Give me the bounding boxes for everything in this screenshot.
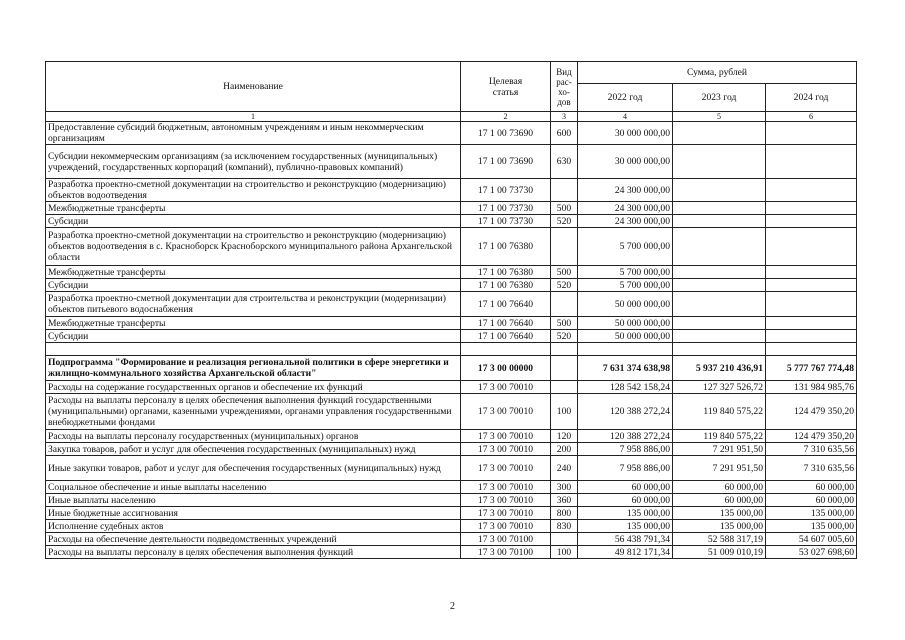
row-sum-2022: 56 438 791,34 <box>578 533 673 546</box>
row-name: Межбюджетные трансферты <box>46 317 461 330</box>
row-sum-2024: 7 310 635,56 <box>766 443 857 456</box>
budget-table-page <box>45 61 856 559</box>
header-year-2023: 2023 год <box>673 84 766 112</box>
row-name: Субсидии <box>46 215 461 228</box>
row-sum-2024 <box>766 202 857 215</box>
table-row <box>46 430 857 443</box>
header-col-number: 2 <box>461 112 551 122</box>
table-row <box>46 228 857 266</box>
row-expense-type: 830 <box>551 520 578 533</box>
row-target-code: 17 3 00 70010 <box>461 520 551 533</box>
table-row <box>46 443 857 456</box>
row-target-code: 17 1 00 76380 <box>461 228 551 266</box>
row-sum-2023: 135 000,00 <box>673 507 766 520</box>
row-expense-type <box>551 228 578 266</box>
row-target-code: 17 3 00 70010 <box>461 430 551 443</box>
row-sum-2024 <box>766 266 857 279</box>
row-name: Межбюджетные трансферты <box>46 266 461 279</box>
row-expense-type <box>551 343 578 356</box>
row-name: Расходы на обеспечение деятельности подведомственных учреждений <box>46 533 461 546</box>
row-expense-type <box>551 381 578 394</box>
row-sum-2023: 127 327 526,72 <box>673 381 766 394</box>
row-name: Субсидии <box>46 330 461 343</box>
table-row <box>46 202 857 215</box>
budget-table-body <box>46 122 857 559</box>
row-sum-2024: 53 027 698,60 <box>766 546 857 559</box>
table-row <box>46 381 857 394</box>
row-sum-2024 <box>766 330 857 343</box>
row-sum-2024: 60 000,00 <box>766 481 857 494</box>
row-target-code: 17 3 00 70010 <box>461 456 551 481</box>
row-expense-type: 800 <box>551 507 578 520</box>
table-row <box>46 520 857 533</box>
row-sum-2022: 5 700 000,00 <box>578 228 673 266</box>
budget-table <box>45 61 857 559</box>
row-sum-2022: 50 000 000,00 <box>578 317 673 330</box>
row-expense-type: 520 <box>551 215 578 228</box>
row-expense-type <box>551 292 578 317</box>
table-row <box>46 546 857 559</box>
row-expense-type: 240 <box>551 456 578 481</box>
row-sum-2022: 135 000,00 <box>578 507 673 520</box>
header-col-number: 4 <box>578 112 673 122</box>
row-expense-type: 120 <box>551 430 578 443</box>
row-sum-2022: 7 958 886,00 <box>578 443 673 456</box>
row-name: Субсидии некоммерческим организациям (за исключением государственных (муниципальных) учреждений, государственных корпораций (компаний), публично-правовых компаний) <box>46 145 461 179</box>
row-name: Разработка проектно-сметной документации для строительства и реконструкции (модернизации) объектов питьевого водоснабжения <box>46 292 461 317</box>
row-sum-2023: 5 937 210 436,91 <box>673 356 766 381</box>
row-target-code: 17 3 00 70100 <box>461 546 551 559</box>
header-sum: Сумма, рублей <box>578 62 857 84</box>
row-target-code: 17 1 00 76380 <box>461 279 551 292</box>
row-expense-type: 100 <box>551 546 578 559</box>
row-sum-2024 <box>766 317 857 330</box>
row-sum-2023 <box>673 343 766 356</box>
row-target-code: 17 3 00 70010 <box>461 381 551 394</box>
table-row <box>46 266 857 279</box>
row-name: Расходы на выплаты персоналу в целях обеспечения выполнения функций <box>46 546 461 559</box>
row-sum-2022: 120 388 272,24 <box>578 430 673 443</box>
row-target-code: 17 3 00 70100 <box>461 533 551 546</box>
row-sum-2024 <box>766 228 857 266</box>
row-sum-2024 <box>766 215 857 228</box>
row-sum-2024: 124 479 350,20 <box>766 394 857 430</box>
row-sum-2022: 30 000 000,00 <box>578 145 673 179</box>
row-sum-2023 <box>673 279 766 292</box>
row-target-code: 17 1 00 73690 <box>461 122 551 145</box>
row-target-code: 17 1 00 73730 <box>461 202 551 215</box>
row-name: Расходы на содержание государственных органов и обеспечение их функций <box>46 381 461 394</box>
row-target-code: 17 3 00 70010 <box>461 507 551 520</box>
row-target-code: 17 3 00 70010 <box>461 443 551 456</box>
row-sum-2024: 131 984 985,76 <box>766 381 857 394</box>
row-target-code: 17 1 00 73690 <box>461 145 551 179</box>
row-expense-type: 520 <box>551 279 578 292</box>
row-name: Подпрограмма "Формирование и реализация региональной политики в сфере энергетики и жилищно-коммунального хозяйства Архангельской области" <box>46 356 461 381</box>
row-sum-2023 <box>673 145 766 179</box>
row-sum-2023: 7 291 951,50 <box>673 443 766 456</box>
row-sum-2024 <box>766 279 857 292</box>
table-row <box>46 122 857 145</box>
table-row <box>46 145 857 179</box>
row-sum-2024: 5 777 767 774,48 <box>766 356 857 381</box>
row-sum-2024 <box>766 122 857 145</box>
row-sum-2023: 135 000,00 <box>673 520 766 533</box>
row-expense-type: 200 <box>551 443 578 456</box>
row-sum-2024: 7 310 635,56 <box>766 456 857 481</box>
row-name: Закупка товаров, работ и услуг для обеспечения государственных (муниципальных) нужд <box>46 443 461 456</box>
row-sum-2022: 60 000,00 <box>578 481 673 494</box>
row-sum-2023 <box>673 228 766 266</box>
header-year-2022: 2022 год <box>578 84 673 112</box>
row-sum-2022: 24 300 000,00 <box>578 202 673 215</box>
header-col-number: 3 <box>551 112 578 122</box>
row-sum-2022: 5 700 000,00 <box>578 266 673 279</box>
row-sum-2023: 60 000,00 <box>673 494 766 507</box>
row-expense-type: 600 <box>551 122 578 145</box>
row-target-code: 17 3 00 70010 <box>461 494 551 507</box>
table-row <box>46 494 857 507</box>
row-sum-2024 <box>766 179 857 202</box>
row-target-code: 17 1 00 76380 <box>461 266 551 279</box>
row-target-code: 17 3 00 70010 <box>461 481 551 494</box>
row-name: Иные закупки товаров, работ и услуг для обеспечения государственных (муниципальных) нужд <box>46 456 461 481</box>
table-row <box>46 279 857 292</box>
table-row <box>46 356 857 381</box>
row-sum-2023: 119 840 575,22 <box>673 394 766 430</box>
table-row <box>46 179 857 202</box>
row-expense-type: 630 <box>551 145 578 179</box>
header-name: Наименование <box>46 62 461 112</box>
table-row <box>46 481 857 494</box>
table-row <box>46 507 857 520</box>
row-expense-type: 360 <box>551 494 578 507</box>
row-sum-2023: 52 588 317,19 <box>673 533 766 546</box>
row-sum-2023 <box>673 179 766 202</box>
row-sum-2022: 128 542 158,24 <box>578 381 673 394</box>
row-expense-type: 500 <box>551 317 578 330</box>
row-sum-2023 <box>673 292 766 317</box>
header-col-number: 1 <box>46 112 461 122</box>
row-sum-2022 <box>578 343 673 356</box>
row-sum-2024 <box>766 145 857 179</box>
row-target-code: 17 1 00 73730 <box>461 215 551 228</box>
row-sum-2023 <box>673 317 766 330</box>
page-number: 2 <box>450 601 455 612</box>
row-sum-2022: 50 000 000,00 <box>578 292 673 317</box>
row-sum-2023 <box>673 202 766 215</box>
row-name: Межбюджетные трансферты <box>46 202 461 215</box>
row-sum-2022: 49 812 171,34 <box>578 546 673 559</box>
row-name: Иные выплаты населению <box>46 494 461 507</box>
row-sum-2024: 135 000,00 <box>766 507 857 520</box>
row-sum-2023 <box>673 266 766 279</box>
table-row <box>46 215 857 228</box>
row-sum-2022: 120 388 272,24 <box>578 394 673 430</box>
table-row <box>46 533 857 546</box>
table-row <box>46 343 857 356</box>
row-sum-2022: 30 000 000,00 <box>578 122 673 145</box>
row-sum-2024: 60 000,00 <box>766 494 857 507</box>
table-row <box>46 330 857 343</box>
row-sum-2022: 5 700 000,00 <box>578 279 673 292</box>
row-name: Социальное обеспечение и иные выплаты населению <box>46 481 461 494</box>
row-target-code <box>461 343 551 356</box>
row-sum-2022: 60 000,00 <box>578 494 673 507</box>
row-expense-type: 500 <box>551 202 578 215</box>
row-expense-type: 100 <box>551 394 578 430</box>
row-sum-2022: 24 300 000,00 <box>578 179 673 202</box>
row-sum-2022: 135 000,00 <box>578 520 673 533</box>
header-number-row <box>46 112 857 122</box>
row-name: Предоставление субсидий бюджетным, автономным учреждениям и иным некоммерческим организациям <box>46 122 461 145</box>
row-sum-2022: 7 631 374 638,98 <box>578 356 673 381</box>
row-name: Разработка проектно-сметной документации на строительство и реконструкцию (модернизацию) объектов водоотведения в с. Красноборск Красноборского муниципального района Архангельской области <box>46 228 461 266</box>
row-name: Расходы на выплаты персоналу государственных (муниципальных) органов <box>46 430 461 443</box>
row-sum-2024 <box>766 292 857 317</box>
table-row <box>46 292 857 317</box>
row-target-code: 17 1 00 76640 <box>461 292 551 317</box>
row-sum-2023 <box>673 215 766 228</box>
row-name: Разработка проектно-сметной документации на строительство и реконструкцию (модернизацию) объектов водоотведения <box>46 179 461 202</box>
row-sum-2024: 54 607 005,60 <box>766 533 857 546</box>
row-expense-type <box>551 179 578 202</box>
row-expense-type: 500 <box>551 266 578 279</box>
row-sum-2023: 51 009 010,19 <box>673 546 766 559</box>
header-year-2024: 2024 год <box>766 84 857 112</box>
row-sum-2023: 119 840 575,22 <box>673 430 766 443</box>
row-sum-2023 <box>673 122 766 145</box>
row-expense-type: 300 <box>551 481 578 494</box>
row-name: Расходы на выплаты персоналу в целях обеспечения выполнения функций государственными (муниципальными) органами, казенными учреждениями, органами управления государственными внебюджетными фондами <box>46 394 461 430</box>
table-row <box>46 456 857 481</box>
row-name <box>46 343 461 356</box>
row-sum-2022: 50 000 000,00 <box>578 330 673 343</box>
row-sum-2023: 60 000,00 <box>673 481 766 494</box>
row-sum-2022: 24 300 000,00 <box>578 215 673 228</box>
header-target: Целевая статья <box>461 62 551 112</box>
row-name: Субсидии <box>46 279 461 292</box>
row-expense-type <box>551 356 578 381</box>
header-col-number: 6 <box>766 112 857 122</box>
row-expense-type <box>551 533 578 546</box>
row-target-code: 17 1 00 76640 <box>461 317 551 330</box>
row-sum-2024: 124 479 350,20 <box>766 430 857 443</box>
row-sum-2024 <box>766 343 857 356</box>
row-sum-2023 <box>673 330 766 343</box>
row-target-code: 17 3 00 70010 <box>461 394 551 430</box>
row-target-code: 17 1 00 76640 <box>461 330 551 343</box>
table-row <box>46 317 857 330</box>
row-sum-2022: 7 958 886,00 <box>578 456 673 481</box>
header-type: Вид рас- хо- дов <box>551 62 578 112</box>
row-name: Исполнение судебных актов <box>46 520 461 533</box>
row-target-code: 17 3 00 00000 <box>461 356 551 381</box>
row-expense-type: 520 <box>551 330 578 343</box>
table-row <box>46 394 857 430</box>
row-sum-2024: 135 000,00 <box>766 520 857 533</box>
row-target-code: 17 1 00 73730 <box>461 179 551 202</box>
row-sum-2023: 7 291 951,50 <box>673 456 766 481</box>
row-name: Иные бюджетные ассигнования <box>46 507 461 520</box>
header-col-number: 5 <box>673 112 766 122</box>
